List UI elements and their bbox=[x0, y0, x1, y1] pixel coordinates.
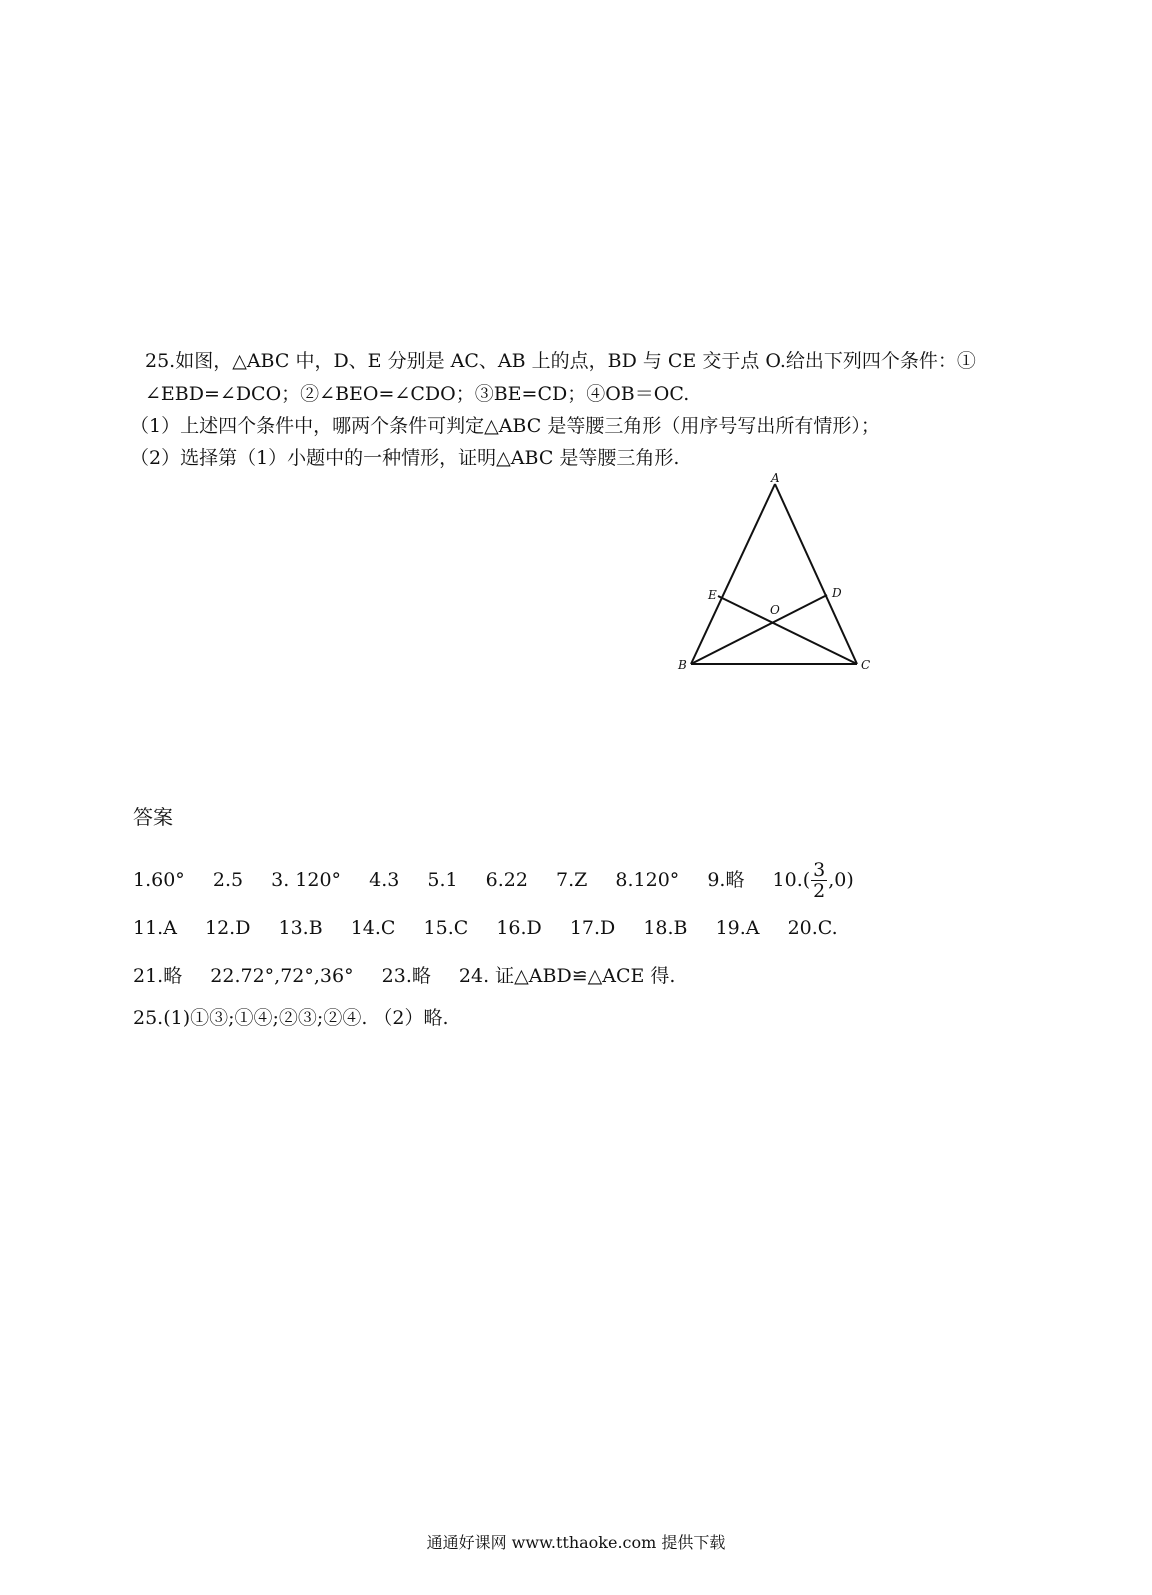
answer-item: 11.A bbox=[133, 917, 177, 939]
answer-item: 7.Z bbox=[556, 868, 588, 891]
answer-item: 8.120° bbox=[615, 868, 680, 891]
segment-ce bbox=[718, 596, 857, 664]
answer-item: 15.C bbox=[423, 917, 469, 939]
answer-item: 20.C. bbox=[787, 917, 838, 939]
side-ab bbox=[691, 484, 775, 664]
question-part1: （1）上述四个条件中，哪两个条件可判定△ABC 是等腰三角形（用序号写出所有情形）； bbox=[130, 415, 880, 437]
answers-row3 bbox=[133, 964, 697, 988]
answer-item-10 bbox=[772, 859, 854, 902]
answers-row1 bbox=[133, 860, 854, 901]
answer-item: 19.A bbox=[715, 917, 760, 939]
label-a: A bbox=[771, 471, 780, 485]
fraction-denominator: 2 bbox=[813, 880, 826, 902]
answer-item: 13.B bbox=[278, 917, 323, 939]
answer-item: 9.略 bbox=[707, 868, 745, 891]
label-d: D bbox=[832, 586, 842, 600]
fraction bbox=[811, 860, 827, 901]
answer-item: 24. 证△ABD≌△ACE 得. bbox=[458, 965, 676, 987]
answer-item: 17.D bbox=[569, 917, 616, 939]
answer-item: 16.D bbox=[496, 917, 542, 939]
answer-10-suffix: ,0) bbox=[828, 868, 854, 891]
question-intro-line2: ∠EBD=∠DCO；②∠BEO=∠CDO；③BE=CD；④OB＝OC. bbox=[145, 383, 690, 405]
side-ac bbox=[775, 484, 857, 664]
answer-item: 23.略 bbox=[381, 965, 431, 987]
answers-row4: 25.(1)①③;①④;②③;②④. （2）略. bbox=[133, 1007, 449, 1029]
fraction-numerator: 3 bbox=[813, 859, 826, 881]
label-o: O bbox=[770, 603, 780, 617]
answer-item: 14.C bbox=[350, 917, 396, 939]
answer-item: 22.72°,72°,36° bbox=[210, 965, 354, 987]
label-e: E bbox=[708, 588, 717, 602]
question-part2: （2）选择第（1）小题中的一种情形，证明△ABC 是等腰三角形. bbox=[130, 447, 680, 469]
answer-10-prefix: 10.( bbox=[772, 868, 811, 891]
answer-item: 3. 120° bbox=[271, 868, 342, 891]
answer-item: 6.22 bbox=[485, 868, 528, 891]
label-c: C bbox=[861, 658, 871, 672]
answers-heading: 答案 bbox=[133, 805, 173, 829]
answer-item: 21.略 bbox=[133, 965, 183, 987]
label-b: B bbox=[678, 658, 687, 672]
answer-item: 2.5 bbox=[212, 868, 244, 891]
segment-bd bbox=[691, 595, 827, 664]
answer-item: 12.D bbox=[204, 917, 251, 939]
answer-item: 4.3 bbox=[369, 868, 400, 891]
answers-row2 bbox=[133, 916, 860, 940]
answer-item: 18.B bbox=[643, 917, 688, 939]
question-intro-line1: 25.如图，△ABC 中，D、E 分别是 AC、AB 上的点，BD 与 CE 交于点 O.给出下列四个条件：① bbox=[145, 350, 976, 372]
triangle-figure bbox=[670, 470, 885, 680]
answer-item: 1.60° bbox=[133, 868, 185, 891]
page-footer: 通通好课网 www.tthaoke.com 提供下载 bbox=[426, 1533, 726, 1552]
answer-item: 5.1 bbox=[427, 868, 458, 891]
